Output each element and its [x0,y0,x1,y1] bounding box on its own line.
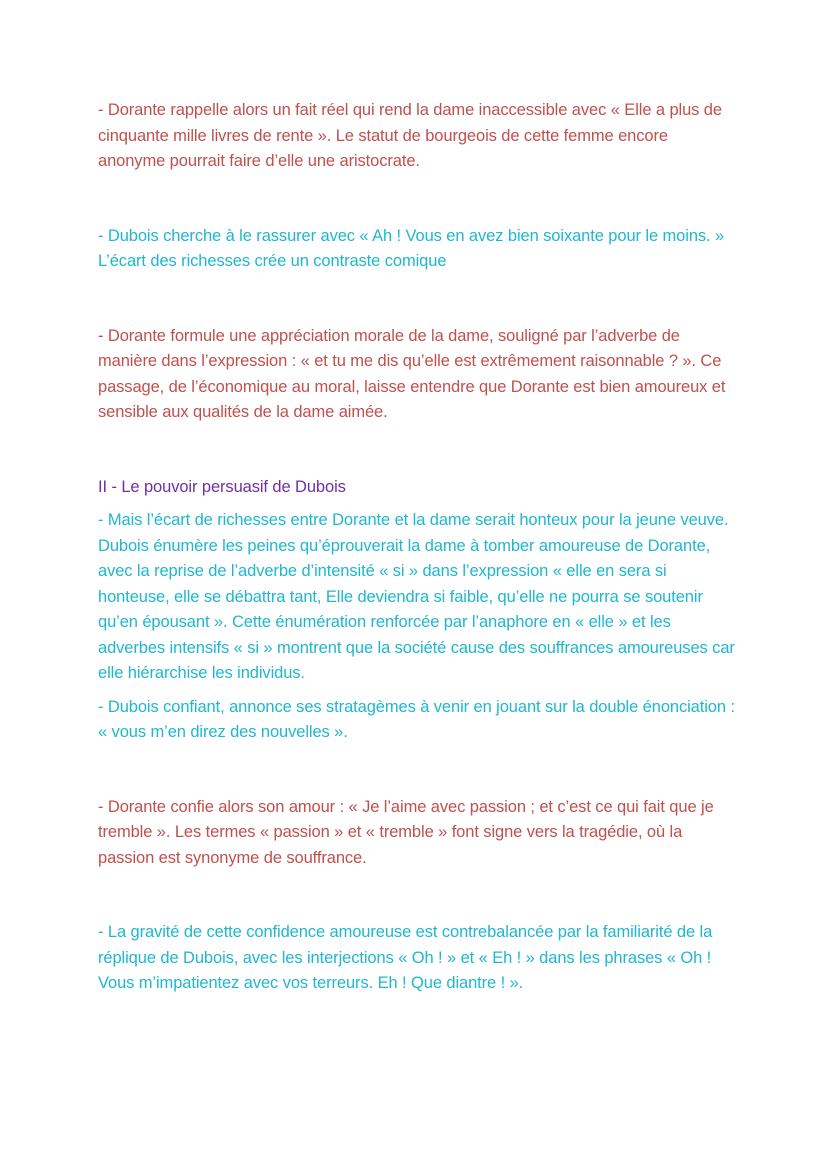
paragraph-gravite-confidence: - La gravité de cette confidence amoureuse est contrebalancée par la familiarité de la réplique de Dubois, avec les interjections « Oh ! » et « Eh ! » dans les phrases « Oh ! Vous m’impatientez avec vos terreurs. Eh ! Que diantre ! ». [98,923,713,992]
document-page [98,98,738,997]
paragraph-dorante-rente: - Dorante rappelle alors un fait réel qui rend la dame inaccessible avec « Elle a plus de cinquante mille livres de rente ». Le statut de bourgeois de cette femme encore anonyme pourrait faire d’elle une aristocrate. [98,101,722,170]
section-heading: II - Le pouvoir persuasif de Dubois [98,477,346,496]
paragraph-dubois-confiant: - Dubois confiant, annonce ses stratagèmes à venir en jouant sur la double énonciation : « vous m’en direz des nouvelles ». [98,697,735,741]
paragraph-dorante-amour: - Dorante confie alors son amour : « Je l’aime avec passion ; et c’est ce qui fait que je tremble ». Les termes « passion » et « tremble » font signe vers la tragédie, où la passion est synonyme de souffrance. [98,797,714,867]
paragraph-dubois-ecart: - Mais l’écart de richesses entre Dorante et la dame serait honteux pour la jeune veuve. Dubois énumère les peines qu’éprouverait la dame à tomber amoureuse de Dorante, avec la reprise de l’adverbe d’intensité « si » dans l’expression « elle en sera si honteuse, elle se débattra tant, Elle deviendra si faible, qu’elle ne pourra se soutenir qu’en épousant ». Cette énumération renforcée par l’anaphore en « elle » et les adverbes intensifs « si » montrent que la société cause des souffrances amoureuses car elle hiérarchise les individus. [98,511,735,682]
paragraph-dubois-rassure: - Dubois cherche à le rassurer avec « Ah ! Vous en avez bien soixante pour le moins. » L’écart des richesses crée un contraste comique [98,226,725,270]
paragraph-dorante-appreciation: - Dorante formule une appréciation morale de la dame, souligné par l’adverbe de manière dans l’expression : « et tu me dis qu’elle est extrêmement raisonnable ? ». Ce passage, de l’économique au moral, laisse entendre que Dorante est bien amoureux et sensible aux qualités de la dame aimée. [98,326,726,421]
